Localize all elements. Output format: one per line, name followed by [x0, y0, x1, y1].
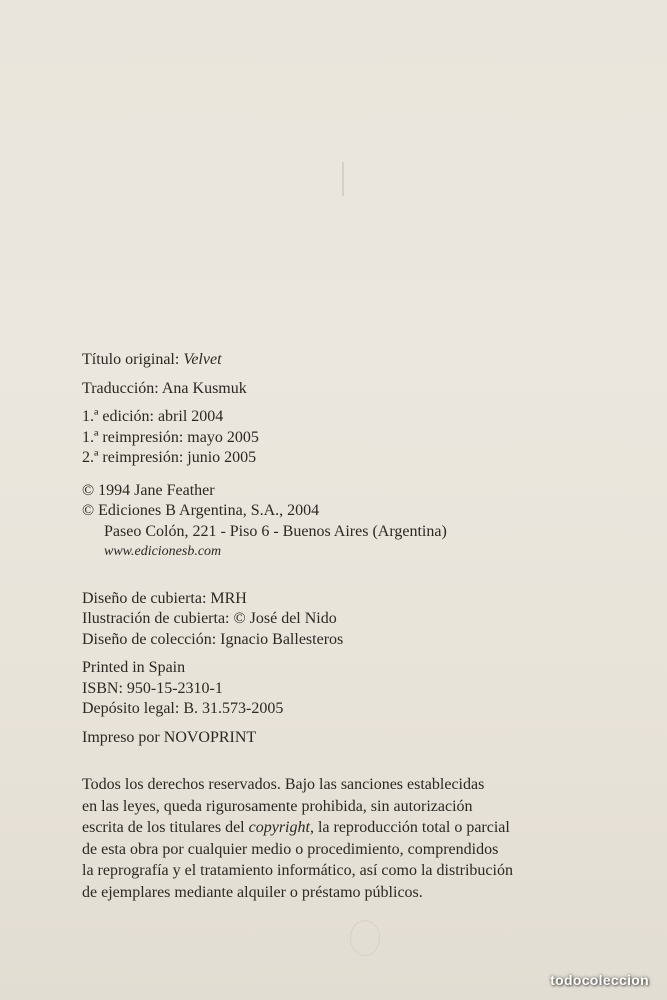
legal-line-3-pre: escrita de los titulares del [82, 819, 249, 837]
edition-line-1: 1.ª edición: abril 2004 [82, 408, 224, 425]
watermark [550, 972, 649, 988]
legal-line-4: de esta obra por cualquier medio o procedimiento, comprendidos [82, 840, 499, 858]
copyright-publisher: © Ediciones B Argentina, S.A., 2004 [82, 502, 320, 519]
embossed-mark [350, 920, 380, 956]
bleed-bar [342, 162, 344, 196]
legal-deposit: Depósito legal: B. 31.573-2005 [82, 700, 284, 717]
copyright-author: © 1994 Jane Feather [82, 481, 215, 499]
isbn: ISBN: 950-15-2310-1 [82, 679, 223, 697]
cover-design: Diseño de cubierta: MRH [82, 589, 247, 607]
copyright-word: copyright [248, 819, 310, 837]
edition-line-2: 1.ª reimpresión: mayo 2005 [82, 428, 259, 446]
edition-line-3: 2.ª reimpresión: junio 2005 [82, 449, 257, 466]
original-title: Velvet [183, 351, 222, 368]
original-title-line [82, 350, 513, 371]
original-title-label: Título original: [82, 351, 180, 368]
legal-line-3 [82, 817, 513, 839]
collection-design: Diseño de colección: Ignacio Ballesteros [82, 630, 344, 648]
legal-line-6: de ejemplares mediante alquiler o préstamo públicos. [82, 883, 423, 901]
legal-line-5: la reprografía y el tratamiento informático, así como la distribución [82, 862, 513, 880]
translation-line: Traducción: Ana Kusmuk [82, 379, 247, 397]
printer: Impreso por NOVOPRINT [82, 728, 257, 746]
legal-notice [82, 774, 513, 904]
cover-illustration: Ilustración de cubierta: © José del Nido [82, 610, 337, 627]
printed-in: Printed in Spain [82, 659, 186, 676]
publisher-address: Paseo Colón, 221 - Piso 6 - Buenos Aires (Argentina) [104, 522, 447, 540]
legal-line-3-post: , la reproducción total o parcial [309, 819, 510, 837]
legal-line-1: Todos los derechos reservados. Bajo las sanciones establecidas [82, 776, 485, 793]
bleed-through-text [232, 162, 352, 198]
legal-line-2: en las leyes, queda rigurosamente prohibida, sin autorización [82, 797, 473, 815]
publisher-website: www.edicionesb.com [104, 544, 222, 559]
watermark-text: todocoleccion [550, 972, 649, 988]
credits-block [82, 350, 513, 904]
